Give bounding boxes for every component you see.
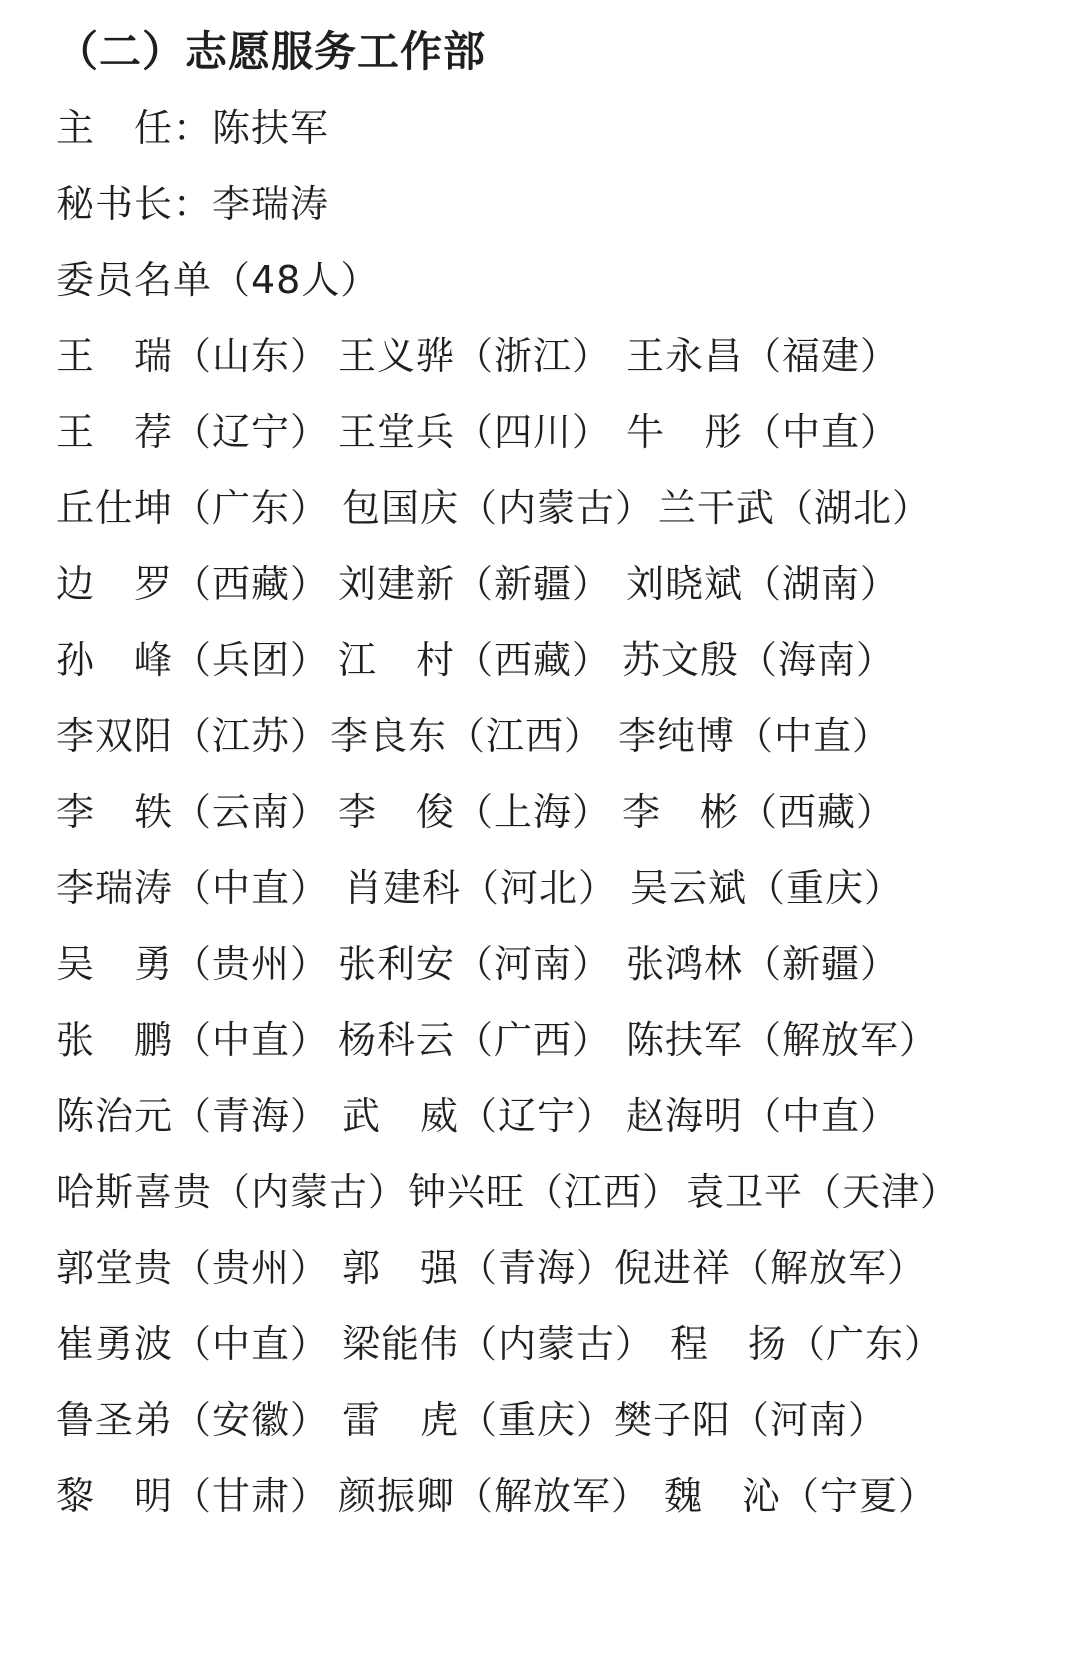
member-row [56,1240,1056,1296]
secretary-line: 秘书长：李瑞涛 [56,182,330,226]
member-row [56,1012,1056,1068]
member-row [56,404,1056,460]
member-row [56,784,1056,840]
member-entry: 颜振卿（解放军） [338,1474,651,1518]
member-entry: 梁能伟（内蒙古） [342,1322,655,1366]
member-row [56,480,1056,536]
member-row [56,708,1056,764]
member-row [56,936,1056,992]
member-entry: 武 威（辽宁） [342,1094,616,1138]
member-entry: 陈扶军（解放军） [626,1018,939,1062]
member-entry: 鲁圣弟（安徽） [56,1398,330,1442]
member-entry: 李 彬（西藏） [622,790,896,834]
member-entry: 李瑞涛（中直） [56,866,330,910]
member-entry: 钟兴旺（江西） [408,1170,682,1214]
member-entry: 王 荐（辽宁） [56,410,330,454]
member-entry: 张 鹏（中直） [56,1018,330,1062]
member-entry: 程 扬（广东） [670,1322,944,1366]
member-entry: 雷 虎（重庆） [342,1398,616,1442]
member-entry: 李纯博（中直） [618,714,892,758]
member-entry: 杨科云（广西） [338,1018,612,1062]
member-row [56,1468,1056,1524]
member-entry: 袁卫平（天津） [686,1170,960,1214]
members-heading: 委员名单（48人） [56,258,380,302]
member-entry: 吴云斌（重庆） [630,866,904,910]
member-entry: 李 轶（云南） [56,790,330,834]
member-entry: 王永昌（福建） [626,334,900,378]
member-row [56,1164,1056,1220]
section-heading: （二）志愿服务工作部 [56,27,487,76]
member-entry: 苏文殷（海南） [622,638,896,682]
member-entry: 哈斯喜贵（内蒙古） [56,1170,408,1214]
member-row [56,860,1056,916]
member-entry: 王堂兵（四川） [338,410,612,454]
member-entry: 吴 勇（贵州） [56,942,330,986]
member-row [56,556,1056,612]
member-entry: 包国庆（内蒙古） [342,486,655,530]
member-entry: 黎 明（甘肃） [56,1474,330,1518]
member-row [56,1316,1056,1372]
member-entry: 肖建科（河北） [344,866,618,910]
member-entry: 崔勇波（中直） [56,1322,330,1366]
member-entry: 王义骅（浙江） [338,334,612,378]
member-entry: 樊子阳（河南） [614,1398,888,1442]
member-entry: 刘晓斌（湖南） [626,562,900,606]
member-entry: 倪进祥（解放军） [614,1246,927,1290]
member-entry: 刘建新（新疆） [338,562,612,606]
member-entry: 李良东（江西） [330,714,604,758]
member-entry: 兰干武（湖北） [658,486,932,530]
member-entry: 张利安（河南） [338,942,612,986]
member-entry: 陈治元（青海） [56,1094,330,1138]
member-entry: 赵海明（中直） [626,1094,900,1138]
member-entry: 边 罗（西藏） [56,562,330,606]
member-entry: 李 俊（上海） [338,790,612,834]
member-row [56,1392,1056,1448]
member-entry: 郭 强（青海） [342,1246,616,1290]
member-row [56,1088,1056,1144]
member-entry: 王 瑞（山东） [56,334,330,378]
member-entry: 郭堂贵（贵州） [56,1246,330,1290]
member-row [56,328,1056,384]
member-entry: 李双阳（江苏） [56,714,330,758]
member-entry: 魏 沁（宁夏） [664,1474,938,1518]
member-entry: 孙 峰（兵团） [56,638,330,682]
member-entry: 丘仕坤（广东） [56,486,330,530]
director-line: 主 任：陈扶军 [56,106,330,150]
member-entry: 牛 彤（中直） [626,410,900,454]
member-entry: 江 村（西藏） [338,638,612,682]
member-row [56,632,1056,688]
member-entry: 张鸿林（新疆） [626,942,900,986]
